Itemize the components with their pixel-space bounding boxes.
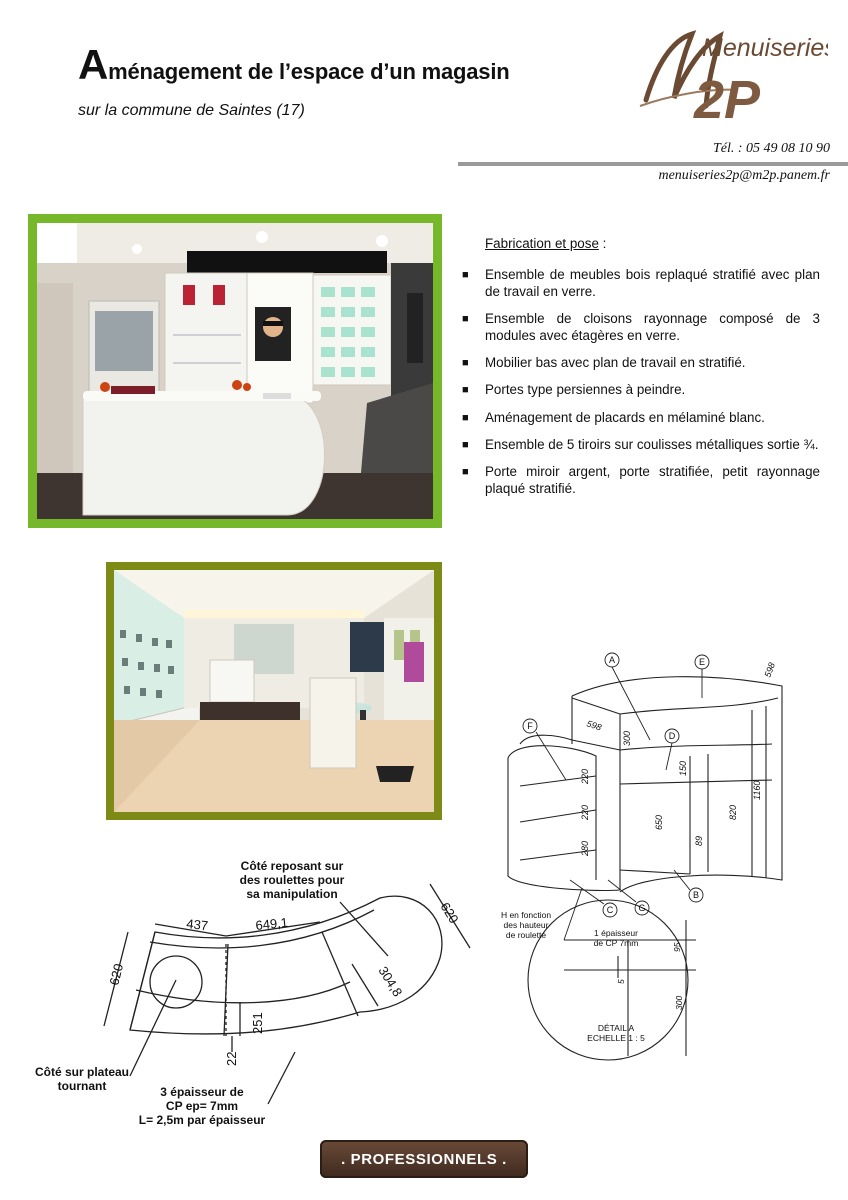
note-epaisseur-2: CP ep= 7mm — [165, 1099, 239, 1113]
list-item: ■ Ensemble de meubles bois replaqué stratifié avec plan de travail en verre. — [460, 267, 820, 301]
dim-650: 650 — [654, 814, 664, 830]
title-initial: A — [78, 41, 109, 88]
dim-649: 649,1 — [254, 914, 289, 933]
detail-dim-300: 300 — [674, 995, 684, 1010]
dim-620-left: 620 — [106, 962, 127, 987]
note-plateau-1: Côté sur plateau — [34, 1065, 130, 1079]
email-address: menuiseries2p@m2p.panem.fr — [658, 168, 830, 183]
logo-text-top: Menuiseries — [702, 34, 828, 62]
title-rest: ménagement de l’espace d’un magasin — [108, 59, 510, 84]
dim-251: 251 — [250, 1012, 265, 1034]
list-item: ■ Porte miroir argent, porte stratifiée, petit rayonnage plaqué stratifié. — [460, 464, 820, 498]
description-block — [460, 236, 820, 508]
detail-epaisseur-2: de CP 7mm — [593, 938, 639, 948]
note-roulettes-1: Côté reposant sur — [240, 859, 344, 873]
list-item: ■ Mobilier bas avec plan de travail en stratifié. — [460, 355, 820, 372]
list-item: ■ Ensemble de 5 tiroirs sur coulisses métalliques sortie ¾. — [460, 437, 820, 454]
detail-title-2: ECHELLE 1 : 5 — [587, 1033, 645, 1043]
note-h-3: de roulette — [505, 930, 547, 940]
note-epaisseur-3: L= 2,5m par épaisseur — [138, 1113, 266, 1127]
plan-drawing — [0, 840, 490, 1145]
dim-598-top: 598 — [762, 661, 778, 679]
dim-304: 304,8 — [375, 963, 406, 1000]
iso-label-f: F — [527, 721, 533, 731]
detail-dim-95: 95 — [672, 942, 682, 952]
iso-label-d: D — [668, 731, 676, 741]
iso-label-g: G — [638, 903, 646, 913]
dim-150: 150 — [678, 760, 688, 776]
dim-620-right: 620 — [437, 899, 462, 926]
dim-300: 300 — [622, 730, 632, 746]
iso-label-e: E — [698, 657, 706, 667]
page-title — [78, 41, 510, 88]
detail-epaisseur-1: 1 épaisseur — [594, 928, 638, 938]
company-logo — [628, 26, 828, 136]
detail-dim-5: 5 — [616, 979, 626, 984]
description-list — [460, 267, 820, 498]
dim-1160: 1160 — [752, 780, 762, 800]
iso-label-b: B — [692, 890, 700, 900]
heading-text: Fabrication et pose — [485, 236, 599, 251]
note-epaisseur-1: 3 épaisseur de — [160, 1085, 244, 1099]
dim-820: 820 — [728, 804, 738, 820]
phone-number: Tél. : 05 49 08 10 90 — [712, 141, 830, 156]
note-roulettes-3: sa manipulation — [246, 887, 338, 901]
professionnels-badge[interactable]: . PROFESSIONNELS . — [320, 1140, 528, 1178]
header-rule — [458, 162, 848, 166]
iso-label-a: A — [608, 655, 616, 665]
note-plateau-2: tournant — [57, 1079, 107, 1093]
dim-89: 89 — [694, 835, 704, 846]
logo-text-bottom: 2P — [694, 70, 761, 130]
list-item: ■ Portes type persiennes à peindre. — [460, 382, 820, 399]
dim-220a: 220 — [580, 768, 590, 784]
note-h-2: des hauteur — [503, 920, 549, 930]
detail-title-1: DÉTAIL A — [597, 1023, 635, 1033]
list-item: ■ Aménagement de placards en mélaminé blanc. — [460, 410, 820, 427]
dim-22: 22 — [224, 1051, 239, 1066]
dim-280: 280 — [580, 840, 590, 856]
shop-photo-counter — [28, 214, 442, 528]
list-item: ■ Ensemble de cloisons rayonnage composé de 3 modules avec étagères en verre. — [460, 311, 820, 345]
note-h-1: H en fonction — [500, 910, 552, 920]
iso-label-c: C — [606, 905, 614, 915]
dim-598-side: 598 — [585, 718, 603, 733]
dim-220b: 220 — [580, 804, 590, 820]
note-roulettes-2: des roulettes pour — [239, 873, 345, 887]
isometric-drawing — [490, 640, 820, 1085]
shop-photo-interior — [106, 562, 442, 820]
dim-437: 437 — [185, 916, 209, 934]
heading-suffix: : — [598, 236, 607, 251]
description-heading — [485, 236, 820, 253]
page-subtitle: sur la commune de Saintes (17) — [78, 102, 305, 119]
